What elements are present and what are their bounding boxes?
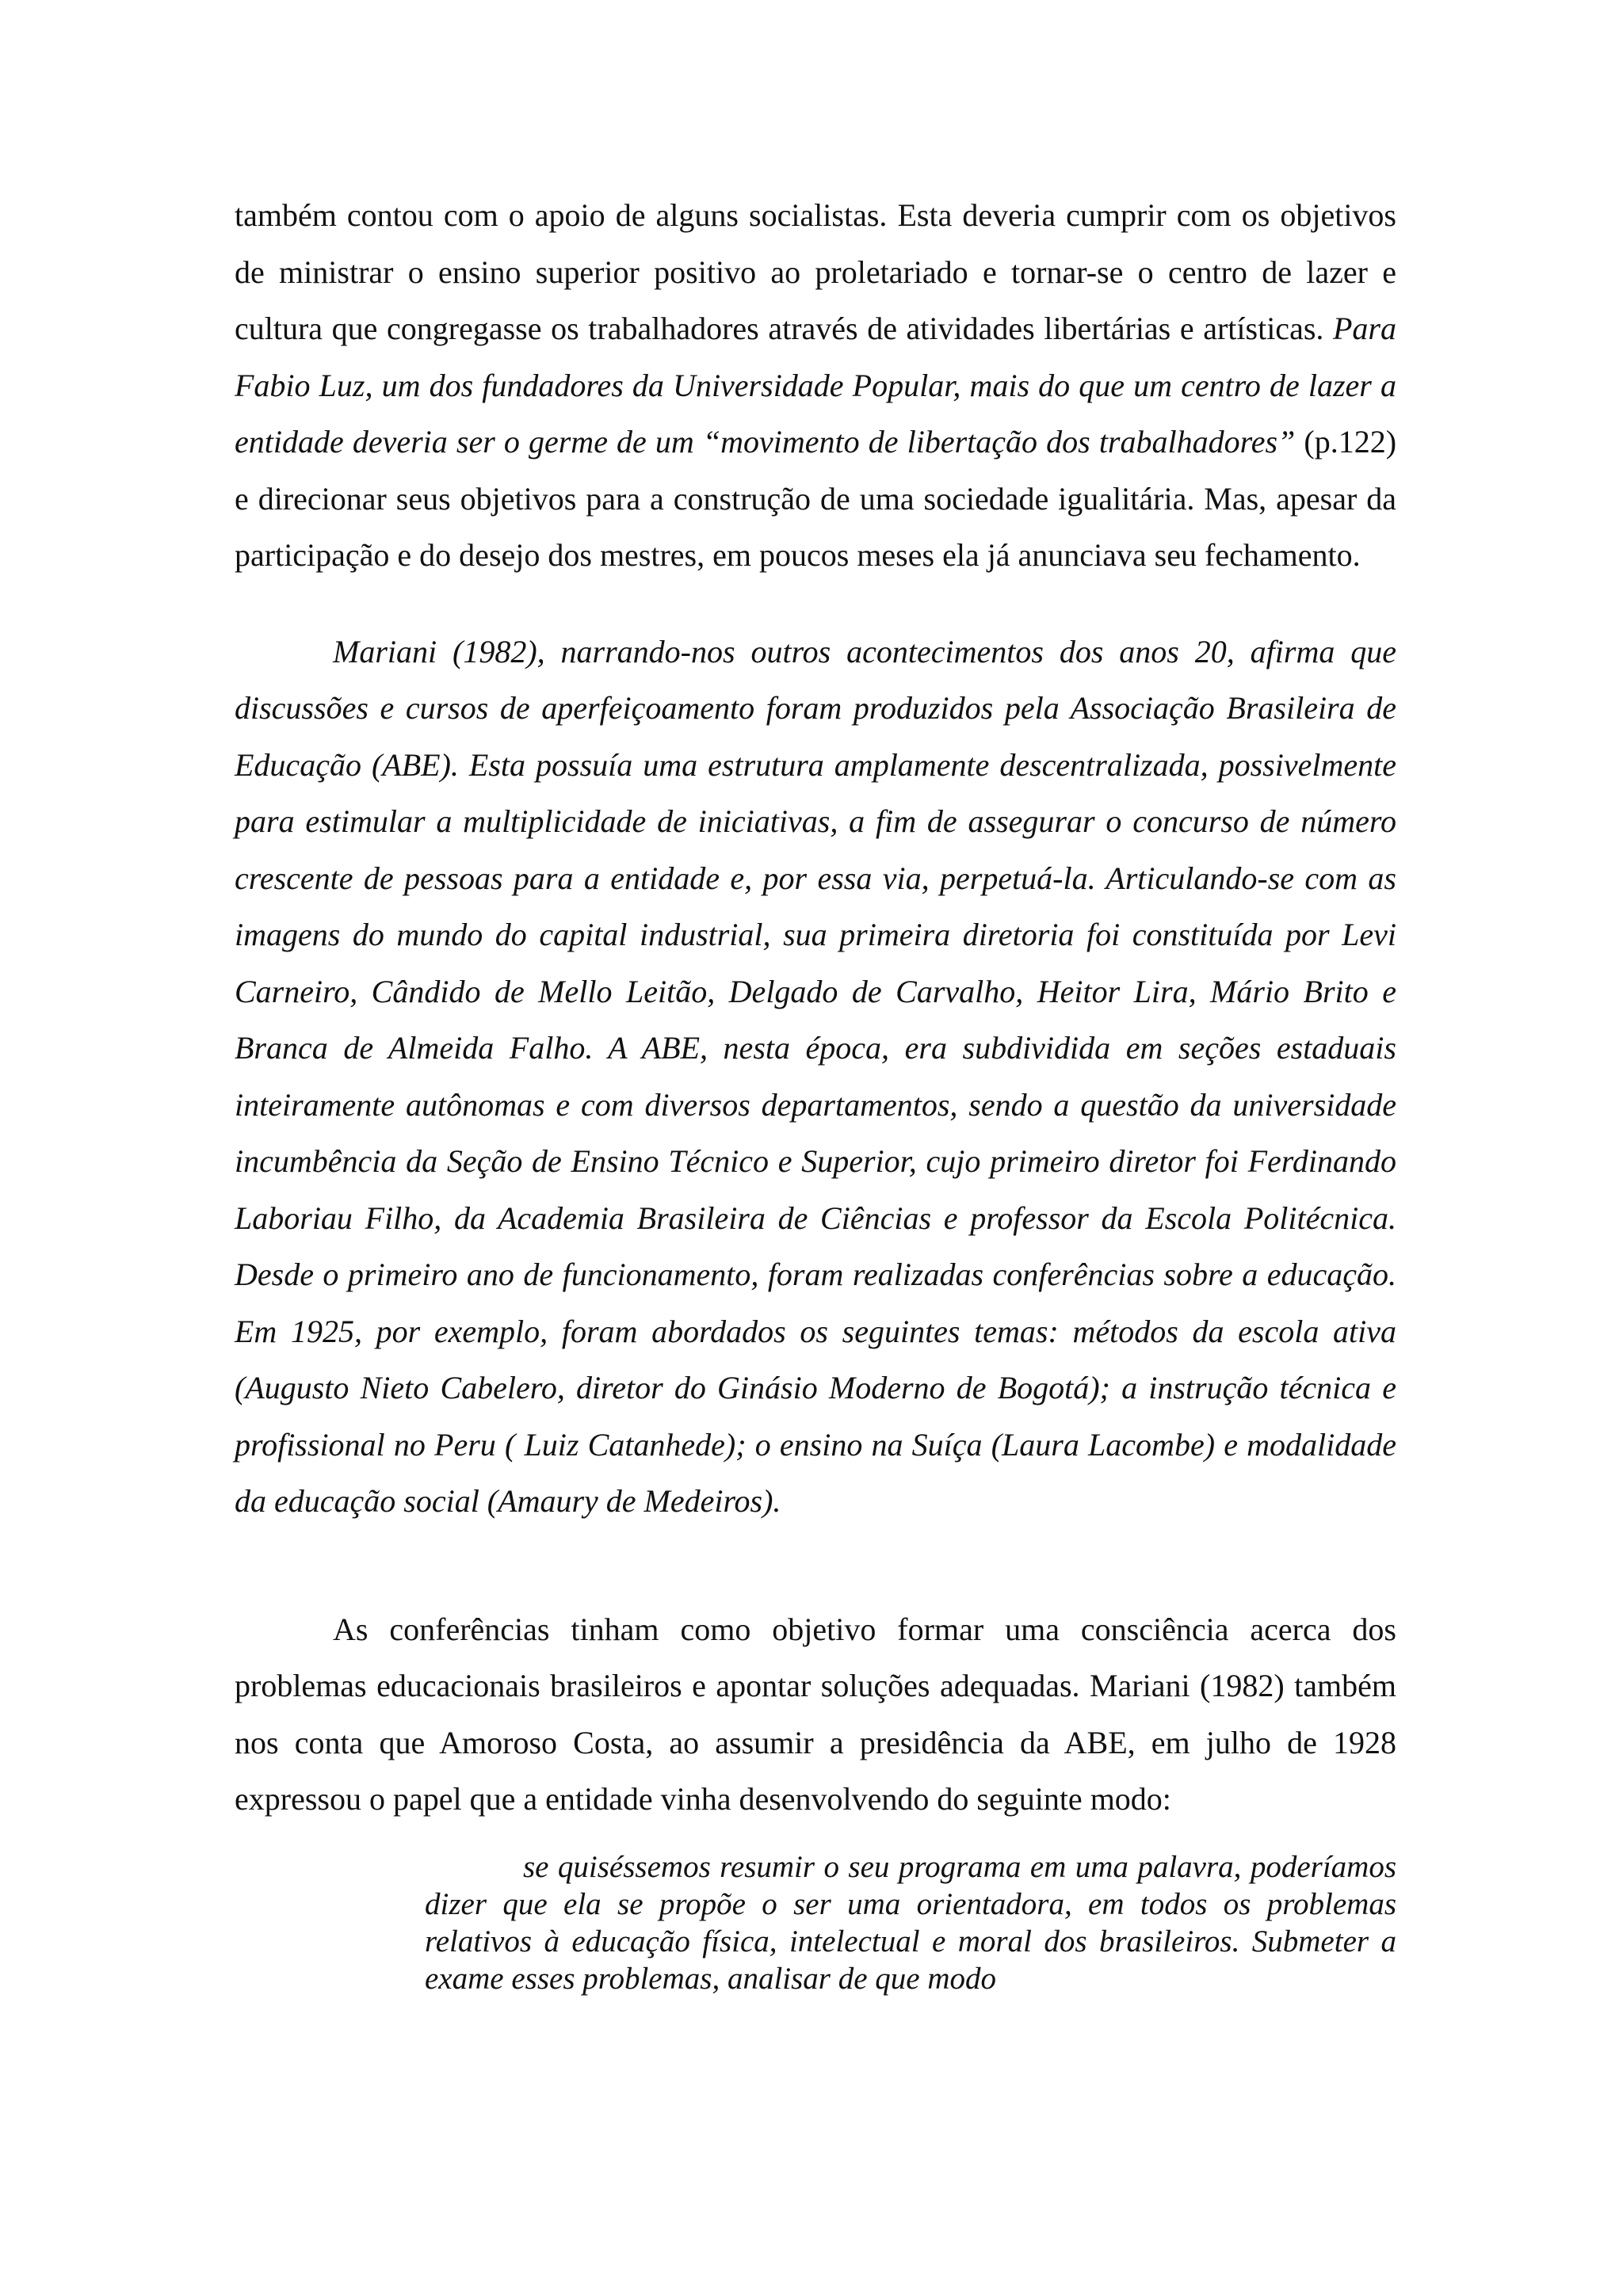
document-page — [235, 187, 1396, 1997]
paragraph-1-text-a: também contou com o apoio de alguns socialistas. Esta deveria cumprir com os objetivos de ministrar o ensino superior positivo ao proletariado e tornar-se o centro de lazer e cultura que congregasse os trabalhadores através de atividades libertárias e artísticas. — [235, 197, 1396, 346]
paragraph-conferences: As conferências tinham como objetivo formar uma consciência acerca dos problemas educacionais brasileiros e apontar soluções adequadas. Mariani (1982) também nos conta que Amoroso Costa, ao assumir a presidência da ABE, em julho de 1928 expressou o papel que a entidade vinha desenvolvendo do seguinte modo: — [235, 1611, 1396, 1817]
paragraph-1-italic-text: Para Fabio Luz, um dos fundadores da Universidade Popular, mais do que um centro de lazer a entidade deveria ser o germe de um “movimento de libertação dos trabalhadores” — [235, 311, 1396, 460]
paragraph-abe-history: Mariani (1982), narrando-nos outros acontecimentos dos anos 20, afirma que discussões e cursos de aperfeiçoamento foram produzidos pela Associação Brasileira de Educação (ABE). Esta possuía uma estrutura amplamente descentralizada, possivelmente para estimular a multiplicidade de iniciativas, a fim de assegurar o concurso de número crescente de pessoas para a entidade e, por essa via, perpetuá-la. Articulando-se com as imagens do mundo do capital industrial, sua primeira diretoria foi constituída por Levi Carneiro, Cândido de Mello Leitão, Delgado de Carvalho, Heitor Lira, Mário Brito e Branca de Almeida Falho. A ABE, nesta época, era subdividida em seções estaduais inteiramente autônomas e com diversos departamentos, sendo a questão da universidade incumbência da Seção de Ensino Técnico e Superior, cujo primeiro diretor foi Ferdinando Laboriau Filho, da Academia Brasileira de Ciências e professor da Escola Politécnica. Desde o primeiro ano de funcionamento, foram realizadas conferências sobre a educação. Em 1925, por exemplo, foram abordados os seguintes temas: métodos da escola ativa (Augusto Nieto Cabelero, diretor do Ginásio Moderno de Bogotá); a instrução técnica e profissional no Peru ( Luiz Catanhede); o ensino na Suíça (Laura Lacombe) e modalidade da educação social (Amaury de Medeiros). — [235, 633, 1396, 1519]
paragraph-universidade-popular — [235, 187, 1396, 584]
paragraph-1-text-b: (p.122) e direcionar seus objetivos para a construção de uma sociedade igualitária. Mas, apesar da participação e do desejo dos mestres, em poucos meses ela já anunciava seu fechamento. — [235, 424, 1397, 573]
block-quote: se quiséssemos resumir o seu programa em uma palavra, poderíamos dizer que ela se propõe o ser uma orientadora, em todos os problemas relativos à educação física, intelectual e moral dos brasileiros. Submeter a exame esses problemas, analisar de que modo — [425, 1849, 1396, 1996]
